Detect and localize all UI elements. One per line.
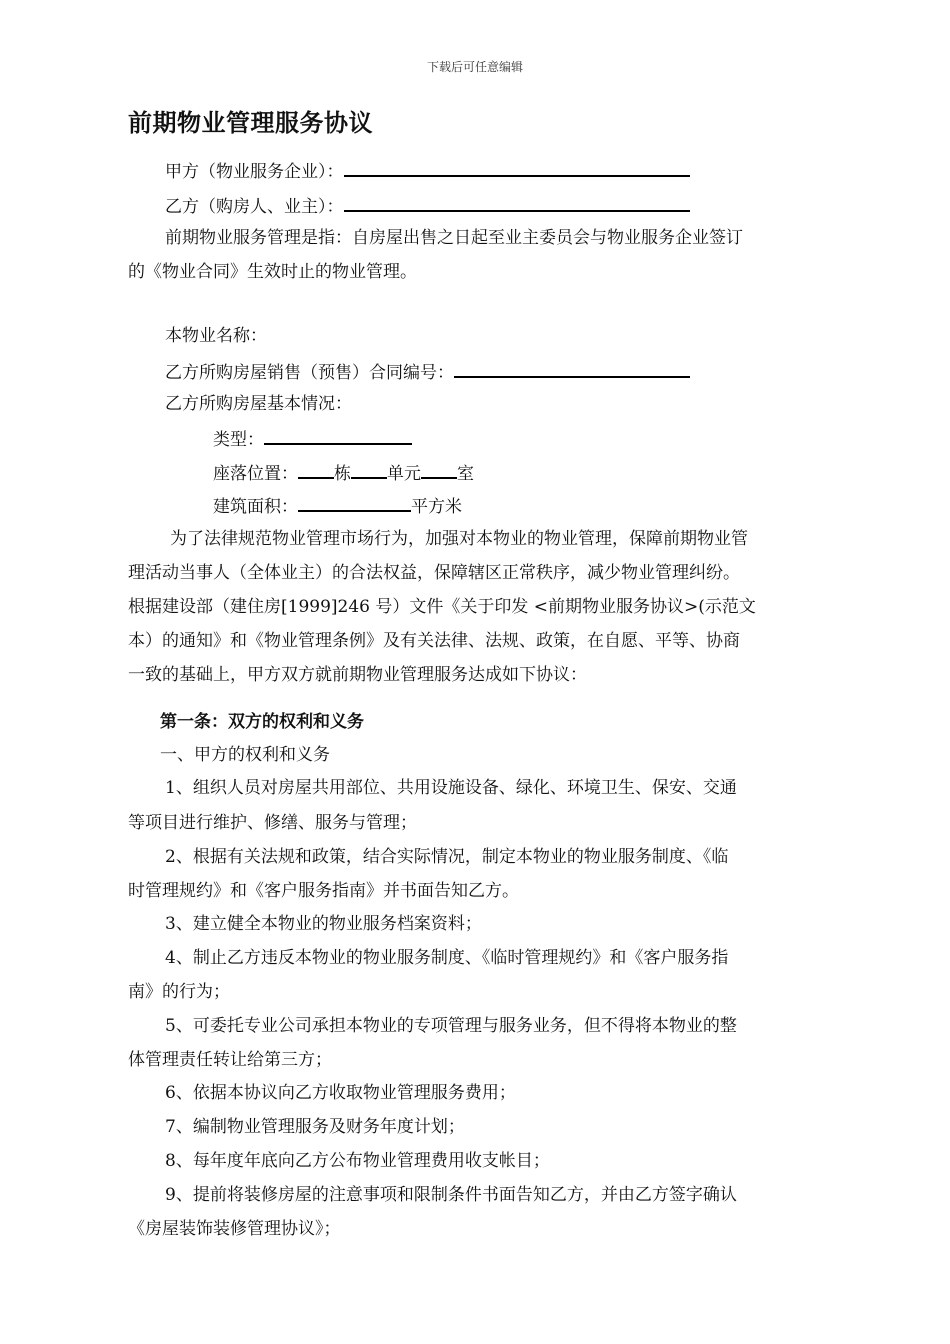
unit-label: 单元	[387, 464, 421, 484]
unit-blank[interactable]	[351, 459, 387, 479]
list-item: 3、建立健全本物业的物业服务档案资料；	[165, 914, 482, 934]
list-item-continuation: 南》的行为；	[128, 982, 230, 1002]
definition-line-2: 的《物业合同》生效时止的物业管理。	[128, 262, 417, 282]
area-label: 建筑面积：	[213, 497, 298, 517]
preamble-line-5: 一致的基础上，甲方双方就前期物业管理服务达成如下协议：	[128, 665, 587, 685]
area-blank[interactable]	[298, 492, 411, 512]
list-item: 5、可委托专业公司承担本物业的专项管理与服务业务，但不得将本物业的整	[165, 1016, 737, 1036]
contract-no-label: 乙方所购房屋销售（预售）合同编号：	[165, 363, 454, 383]
building-label: 栋	[334, 464, 351, 484]
list-item: 6、依据本协议向乙方收取物业管理服务费用；	[165, 1083, 516, 1103]
list-item-continuation: 《房屋装饰装修管理协议》；	[128, 1219, 341, 1239]
property-name-label: 本物业名称：	[165, 326, 267, 346]
room-blank[interactable]	[421, 459, 457, 479]
contract-no-row	[165, 358, 690, 385]
area-row	[213, 492, 462, 519]
party-b-label: 乙方（购房人、业主）：	[165, 197, 344, 217]
list-item-continuation: 体管理责任转让给第三方；	[128, 1050, 332, 1070]
preamble-line-1: 为了法律规范物业管理市场行为，加强对本物业的物业管理，保障前期物业管	[170, 529, 748, 549]
room-label: 室	[457, 464, 474, 484]
list-item: 9、提前将装修房屋的注意事项和限制条件书面告知乙方，并由乙方签字确认	[165, 1185, 737, 1205]
list-item: 2、根据有关法规和政策，结合实际情况，制定本物业的物业服务制度、《临	[165, 847, 729, 867]
article-1-title: 第一条：双方的权利和义务	[160, 712, 364, 732]
type-blank[interactable]	[264, 425, 412, 445]
list-item-continuation: 等项目进行维护、修缮、服务与管理；	[128, 813, 417, 833]
party-a-row	[165, 157, 690, 184]
party-a-label: 甲方（物业服务企业）：	[165, 162, 344, 182]
location-label: 座落位置：	[213, 464, 298, 484]
list-item: 7、编制物业管理服务及财务年度计划；	[165, 1117, 465, 1137]
location-row	[213, 459, 474, 486]
party-b-row	[165, 192, 690, 219]
type-label: 类型：	[213, 430, 264, 450]
document-title: 前期物业管理服务协议	[128, 109, 373, 137]
party-a-blank[interactable]	[344, 157, 690, 177]
preamble-line-3: 根据建设部（建住房[1999]246 号）文件《关于印发 <前期物业服务协议>(示范文	[128, 597, 756, 617]
contract-no-blank[interactable]	[454, 358, 690, 378]
building-blank[interactable]	[298, 459, 334, 479]
page-header: 下载后可任意编辑	[426, 60, 523, 74]
type-row	[213, 425, 412, 452]
list-item-continuation: 时管理规约》和《客户服务指南》并书面告知乙方。	[128, 881, 519, 901]
house-info-label: 乙方所购房屋基本情况：	[165, 394, 352, 414]
list-item: 4、制止乙方违反本物业的物业服务制度、《临时管理规约》和《客户服务指	[165, 948, 729, 968]
preamble-line-2: 理活动当事人（全体业主）的合法权益，保障辖区正常秩序，减少物业管理纠纷。	[128, 563, 740, 583]
preamble-line-4: 本）的通知》和《物业管理条例》及有关法律、法规、政策，在自愿、平等、协商	[128, 631, 740, 651]
party-b-blank[interactable]	[344, 192, 690, 212]
list-item: 8、每年度年底向乙方公布物业管理费用收支帐目；	[165, 1151, 550, 1171]
section-1-title: 一、甲方的权利和义务	[160, 745, 330, 765]
list-item: 1、组织人员对房屋共用部位、共用设施设备、绿化、环境卫生、保安、交通	[165, 778, 737, 798]
area-unit: 平方米	[411, 497, 462, 517]
definition-line-1: 前期物业服务管理是指：自房屋出售之日起至业主委员会与物业服务企业签订	[165, 228, 743, 248]
